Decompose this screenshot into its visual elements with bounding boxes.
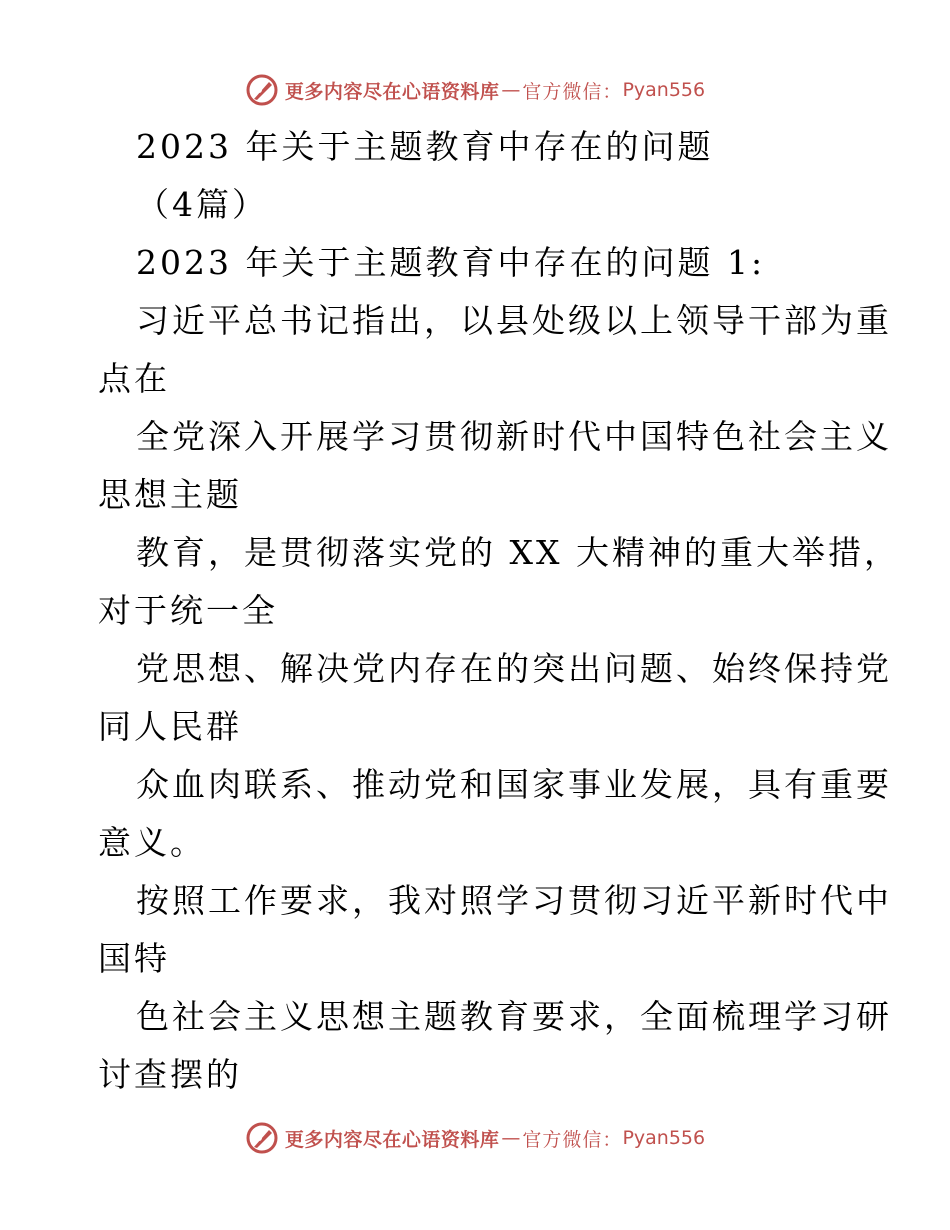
paragraph-line: 意义。 (98, 823, 206, 862)
paragraph-line: 教育，是贯彻落实党的 XX 大精神的重大举措， (136, 533, 900, 572)
paragraph-line: 同人民群 (98, 707, 242, 746)
paragraph-line: 全党深入开展学习贯彻新时代中国特色社会主义 (136, 417, 892, 456)
header-watermark-banner (0, 70, 950, 110)
banner-wechat-id: Pyan556 (622, 1127, 706, 1149)
section-heading: 2023 年关于主题教育中存在的问题 1: (136, 243, 766, 282)
document-title-count: （4篇） (136, 185, 268, 224)
banner-separator: — (501, 1127, 521, 1149)
paragraph-line: 对于统一全 (98, 591, 278, 630)
document-title: 2023 年关于主题教育中存在的问题 (136, 127, 714, 166)
banner-brand-text: 更多内容尽在心语资料库 (284, 80, 500, 103)
paragraph-line: 习近平总书记指出，以县处级以上领导干部为重 (136, 301, 892, 340)
quill-pen-icon (245, 1121, 279, 1155)
paragraph-line: 国特 (98, 939, 170, 978)
document-body (98, 118, 900, 1104)
paragraph-line: 色社会主义思想主题教育要求，全面梳理学习研 (136, 997, 892, 1036)
paragraph-line: 党思想、解决党内存在的突出问题、始终保持党 (136, 649, 892, 688)
paragraph-line: 众血肉联系、推动党和国家事业发展，具有重要 (136, 765, 892, 804)
banner-wechat-label: 官方微信： (522, 1128, 623, 1151)
paragraph-line: 思想主题 (98, 475, 242, 514)
quill-pen-icon (245, 73, 279, 107)
banner-wechat-id: Pyan556 (622, 79, 706, 101)
footer-watermark-banner (0, 1118, 950, 1158)
paragraph-line: 讨查摆的 (98, 1055, 242, 1094)
paragraph-line: 按照工作要求，我对照学习贯彻习近平新时代中 (136, 881, 892, 920)
banner-wechat-label: 官方微信： (522, 80, 623, 103)
paragraph-line: 点在 (98, 359, 170, 398)
banner-brand-text: 更多内容尽在心语资料库 (284, 1128, 500, 1151)
banner-separator: — (501, 79, 521, 101)
